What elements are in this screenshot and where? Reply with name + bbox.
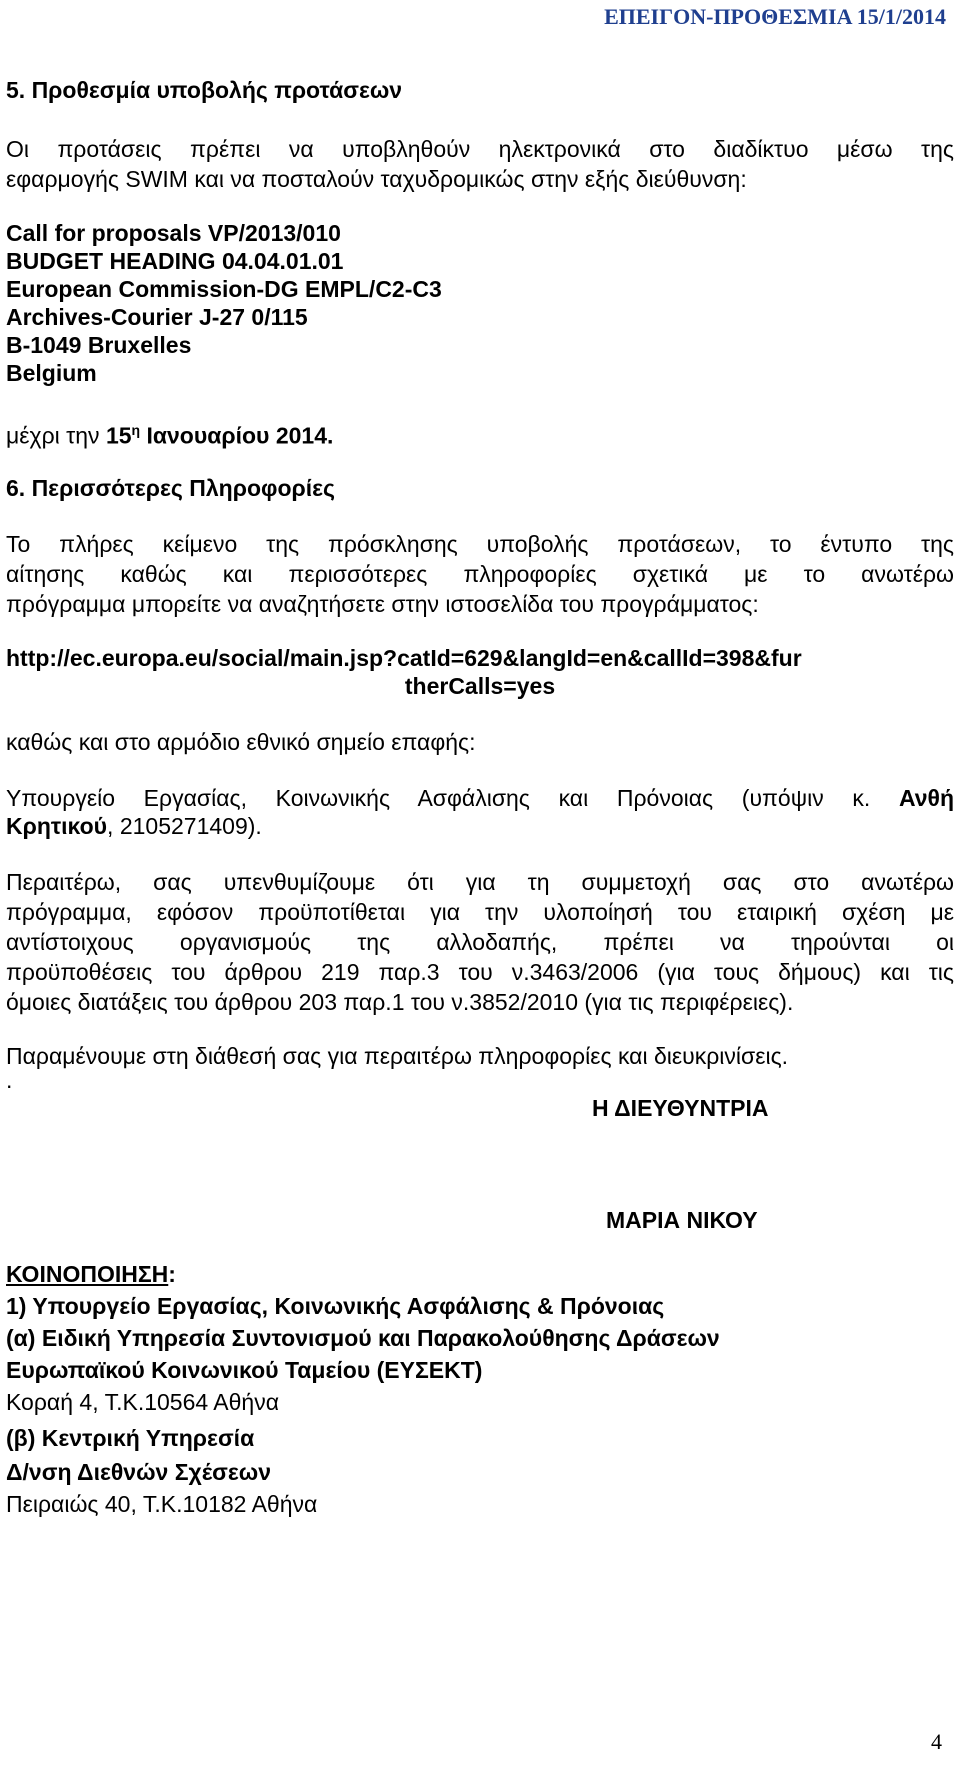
deadline-line — [6, 414, 333, 452]
distribution-label — [6, 1258, 176, 1290]
section-5-intro-line-1: Οι προτάσεις πρέπει να υποβληθούν ηλεκτρονικά στο διαδίκτυο μέσω της — [6, 136, 954, 162]
contact-last-name: Κρητικού — [6, 813, 108, 839]
contact-first-name: Ανθή — [898, 785, 954, 811]
deadline-day: 15 — [105, 422, 132, 449]
signature-name: ΜΑΡΙΑ ΝΙΚΟΥ — [606, 1207, 758, 1233]
distribution-item-b-address: Πειραιώς 40, Τ.Κ.10182 Αθήνα — [6, 1491, 318, 1517]
address-line-2: BUDGET HEADING 04.04.01.01 — [6, 248, 344, 274]
deadline-rest: Ιανουαρίου 2014. — [140, 422, 334, 449]
distribution-item-a-line-1: (α) Ειδική Υπηρεσία Συντονισμού και Παρακολούθησης Δράσεων — [6, 1325, 720, 1351]
address-line-4: Archives-Courier J-27 0/115 — [6, 304, 308, 330]
distribution-item-b-line-1: (β) Κεντρική Υπηρεσία — [6, 1425, 255, 1451]
reminder-line-4: προϋποθέσεις του άρθρου 219 παρ.3 του ν.3463/2006 (για τους δήμους) και τις — [6, 959, 954, 985]
contact-phone: , 2105271409). — [107, 813, 262, 839]
page-number: 4 — [931, 1729, 942, 1754]
section-6-para-line-3: πρόγραμμα μπορείτε να αναζητήσετε στην ιστοσελίδα του προγράμματος: — [6, 591, 759, 617]
section-6-para-line-2: αίτησης καθώς και περισσότερες πληροφορίες σχετικά με το ανωτέρω — [6, 561, 954, 587]
stray-dot: . — [6, 1067, 13, 1093]
reminder-line-5: όμοιες διατάξεις του άρθρου 203 παρ.1 του ν.3852/2010 (για τις περιφέρειες). — [6, 989, 794, 1015]
closing-line: Παραμένουμε στη διάθεσή σας για περαιτέρω πληροφορίες και διευκρινίσεις. — [6, 1043, 789, 1069]
program-url-line-2[interactable]: therCalls=yes — [404, 673, 556, 699]
distribution-item-b-line-2: Δ/νση Διεθνών Σχέσεων — [6, 1459, 271, 1485]
address-line-1: Call for proposals VP/2013/010 — [6, 220, 341, 246]
distribution-item-a-line-2: Ευρωπαϊκού Κοινωνικού Ταμείου (ΕΥΣΕΚΤ) — [6, 1357, 483, 1383]
deadline-ordinal: η — [131, 422, 141, 438]
address-line-5: B-1049 Bruxelles — [6, 332, 192, 358]
distribution-item-a-address: Κοραή 4, Τ.Κ.10564 Αθήνα — [6, 1389, 280, 1415]
signature-role: Η ΔΙΕΥΘΥΝΤΡΙΑ — [592, 1095, 769, 1121]
section-6-para-line-1: Το πλήρες κείμενο της πρόσκλησης υποβολής προτάσεων, το έντυπο της — [6, 531, 954, 557]
reminder-line-1: Περαιτέρω, σας υπενθυμίζουμε ότι για τη συμμετοχή σας στο ανωτέρω — [6, 869, 954, 895]
distribution-item-1: 1) Υπουργείο Εργασίας, Κοινωνικής Ασφάλισης & Πρόνοιας — [6, 1293, 665, 1319]
contact-intro: καθώς και στο αρμόδιο εθνικό σημείο επαφής: — [6, 729, 476, 755]
distribution-label-colon: : — [168, 1261, 176, 1287]
ministry-contact-text: Υπουργείο Εργασίας, Κοινωνικής Ασφάλισης και Πρόνοιας (υπόψιν κ. — [6, 785, 899, 811]
section-5-title: 5. Προθεσμία υποβολής προτάσεων — [6, 77, 403, 103]
address-line-3: European Commission-DG EMPL/C2-C3 — [6, 276, 442, 302]
urgent-deadline-header: ΕΠΕΙΓΟΝ-ΠΡΟΘΕΣΜΙΑ 15/1/2014 — [604, 4, 946, 29]
program-url-line-1[interactable]: http://ec.europa.eu/social/main.jsp?catId=629&langId=en&callId=398&fur — [6, 645, 802, 671]
distribution-label-text: ΚΟΙΝΟΠΟΙΗΣΗ — [6, 1261, 169, 1287]
reminder-line-3: αντίστοιχους οργανισμούς της αλλοδαπής, πρέπει να τηρούνται οι — [6, 929, 954, 955]
address-line-6: Belgium — [6, 360, 97, 386]
section-6-title: 6. Περισσότερες Πληροφορίες — [6, 475, 335, 501]
section-5-intro-line-2: εφαρμογής SWIM και να ποσταλούν ταχυδρομικώς στην εξής διεύθυνση: — [6, 166, 747, 192]
ministry-contact-line-2 — [6, 810, 262, 842]
reminder-line-2: πρόγραμμα, εφόσον προϋποτίθεται για την υλοποίησή του εταιρική σχέση με — [6, 899, 954, 925]
deadline-prefix: μέχρι την — [6, 422, 106, 449]
